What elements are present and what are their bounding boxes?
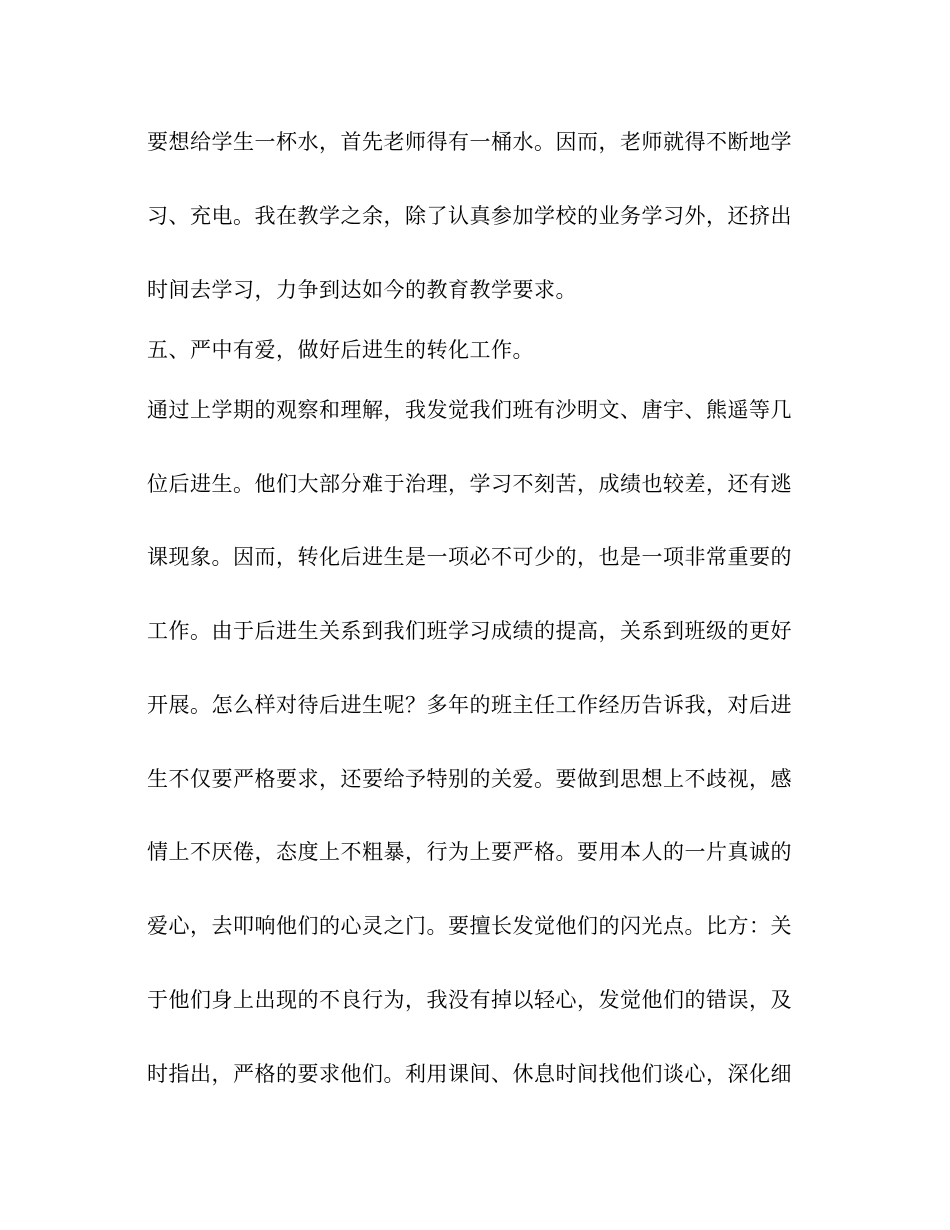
paragraph-line: 时指出，严格的要求他们。利用课间、休息时间找他们谈心，深化细 [147,1062,792,1086]
paragraph-line: 位后进生。他们大部分难于治理，学习不刻苦，成绩也较差，还有逃 [147,472,792,496]
section-heading: 五、严中有爱，做好后进生的转化工作。 [147,338,534,362]
paragraph-line: 要想给学生一杯水，首先老师得有一桶水。因而，老师就得不断地学 [147,130,792,154]
paragraph-line: 于他们身上出现的不良行为，我没有掉以轻心，发觉他们的错误，及 [147,988,792,1012]
paragraph-line: 通过上学期的观察和理解，我发觉我们班有沙明文、唐宇、熊遥等几 [147,398,792,422]
paragraph-line: 工作。由于后进生关系到我们班学习成绩的提高，关系到班级的更好 [147,619,792,643]
paragraph-line: 情上不厌倦，态度上不粗暴，行为上要严格。要用本人的一片真诚的 [147,840,792,864]
paragraph-line: 爱心，去叩响他们的心灵之门。要擅长发觉他们的闪光点。比方：关 [147,914,792,938]
paragraph-line: 习、充电。我在教学之余，除了认真参加学校的业务学习外，还挤出 [147,204,792,228]
paragraph-line: 生不仅要严格要求，还要给予特别的关爱。要做到思想上不歧视，感 [147,767,792,791]
paragraph-line: 开展。怎么样对待后进生呢？多年的班主任工作经历告诉我，对后进 [147,693,792,717]
paragraph-line: 时间去学习，力争到达如今的教育教学要求。 [147,278,577,302]
paragraph-line: 课现象。因而，转化后进生是一项必不可少的，也是一项非常重要的 [147,545,792,569]
